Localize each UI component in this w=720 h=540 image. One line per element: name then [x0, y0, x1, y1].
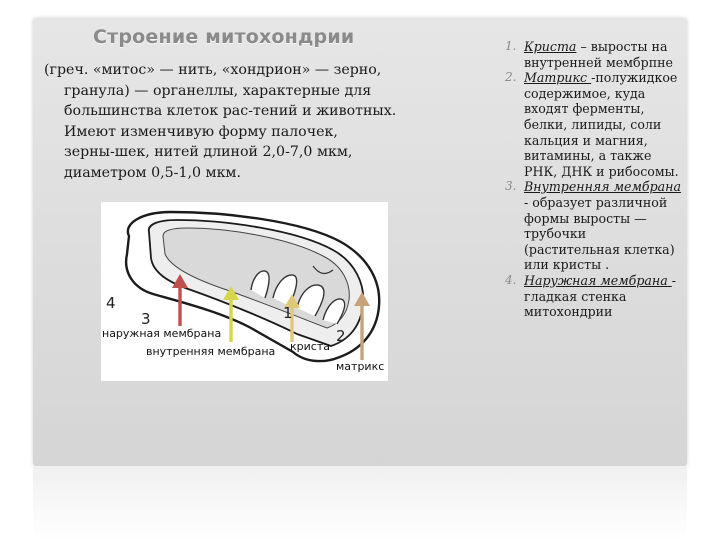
intro-line: (греч. «митос» — нить, «хондрион» — зерно, — [44, 62, 382, 78]
label-outer-membrane: наружная мембрана — [102, 327, 222, 340]
definition-term: Внутренняя мембрана — [524, 179, 681, 195]
definition-text: - образует различной формы выросты — трубочки (растительная клетка) или кристы . — [524, 194, 675, 273]
definition-item — [505, 39, 685, 70]
definition-text: -полужидкое содержимое, куда входят ферменты, белки, липиды, соли кальция и магния, витамины, а также РНК, ДНК и рибосомы. — [524, 70, 679, 179]
label-crista: криста — [290, 340, 330, 353]
definition-text: - гладкая стенка митохондрии — [524, 272, 676, 320]
definition-number: 3. — [505, 179, 517, 194]
definition-item — [505, 273, 685, 320]
label-number-3: 3 — [141, 310, 151, 328]
definition-term: Наружная мембрана — [524, 272, 672, 288]
definition-term: Матрикс — [524, 70, 592, 86]
label-number-4: 4 — [106, 294, 116, 312]
label-number-1: 1 — [283, 304, 293, 322]
definition-term: Криста — [524, 39, 577, 54]
intro-text — [44, 60, 464, 183]
definition-item — [505, 179, 685, 273]
mitochondrion-diagram — [101, 202, 388, 381]
intro-line: зерны-шек, нитей длиной 2,0-7,0 мкм, — [64, 144, 353, 160]
panel-reflection — [33, 466, 687, 540]
label-matrix: матрикс — [336, 360, 385, 373]
intro-line: Имеют изменчивую форму палочек, — [64, 123, 338, 140]
slide-title: Строение митохондрии — [93, 26, 355, 48]
definition-text: – выросты на внутренней мембрпне — [524, 39, 673, 70]
intro-line: большинства клеток рас-тений и животных. — [64, 103, 397, 119]
label-number-2: 2 — [336, 327, 346, 345]
definition-number: 4. — [505, 272, 517, 287]
definition-number: 1. — [505, 39, 517, 53]
definition-number: 2. — [505, 70, 517, 85]
definition-item — [505, 70, 685, 179]
intro-line: гранула) — органеллы, характерные для — [64, 82, 372, 99]
definition-list — [505, 39, 685, 320]
label-inner-membrane: внутренняя мембрана — [146, 345, 276, 358]
intro-line: диаметром 0,5-1,0 мкм. — [64, 164, 241, 181]
